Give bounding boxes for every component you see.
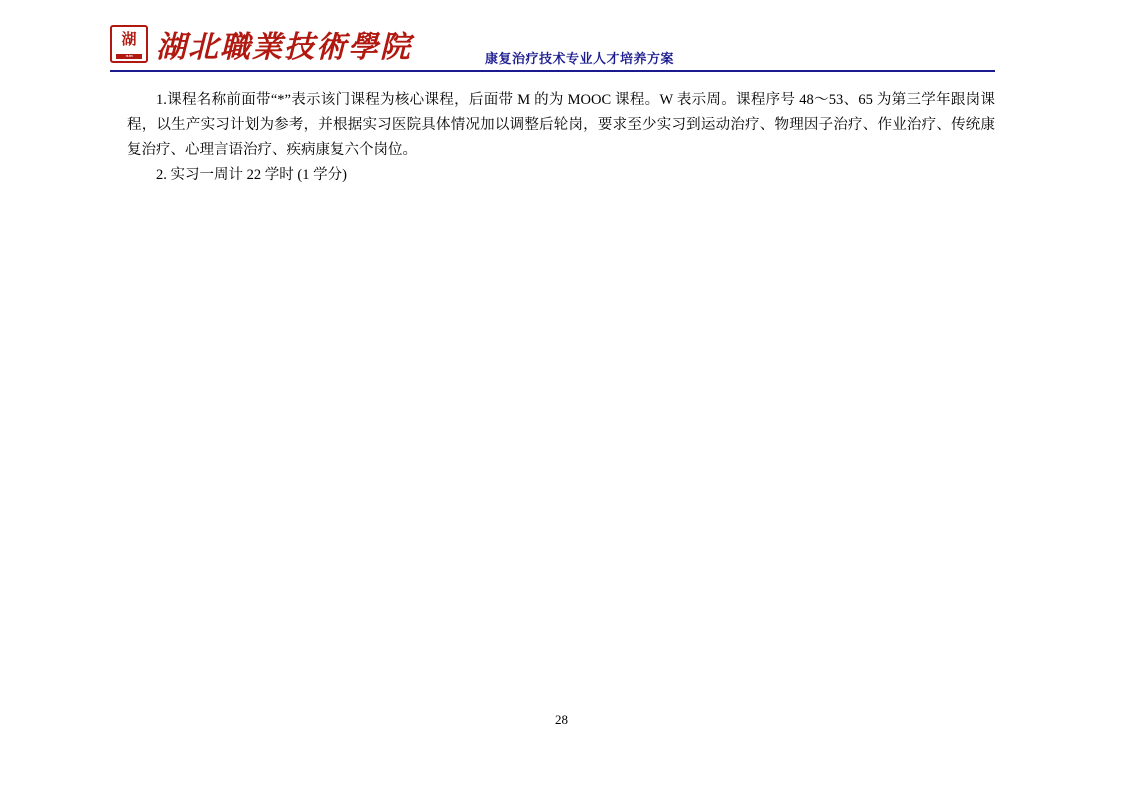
- header-title: 康复治疗技术专业人才培养方案: [485, 51, 675, 66]
- page-content: [127, 88, 995, 188]
- header-divider: [110, 70, 995, 72]
- page-number: 28: [555, 712, 568, 727]
- seal-base-text: HUBEI: [116, 54, 142, 59]
- note-paragraph-2: 2. 实习一周计 22 学时 (1 学分): [156, 167, 347, 183]
- institution-logo: [110, 22, 412, 66]
- page-header: [110, 22, 995, 72]
- note-paragraph-1: 1.课程名称前面带“*”表示该门课程为核心课程，后面带 M 的为 MOOC 课程。W 表示周。课程序号 48～53、65 为第三学年跟岗课程，以生产实习计划为参考，并根据实习医院具体情况加以调整后轮岗，要求至少实习到运动治疗、物理因子治疗、作业治疗、传统康复治疗、心理言语治疗、疾病康复六个岗位。: [127, 92, 995, 158]
- institution-name: 湖北職業技術學院: [156, 31, 412, 64]
- seal-icon: [110, 25, 148, 63]
- seal-character: 湖: [121, 32, 137, 48]
